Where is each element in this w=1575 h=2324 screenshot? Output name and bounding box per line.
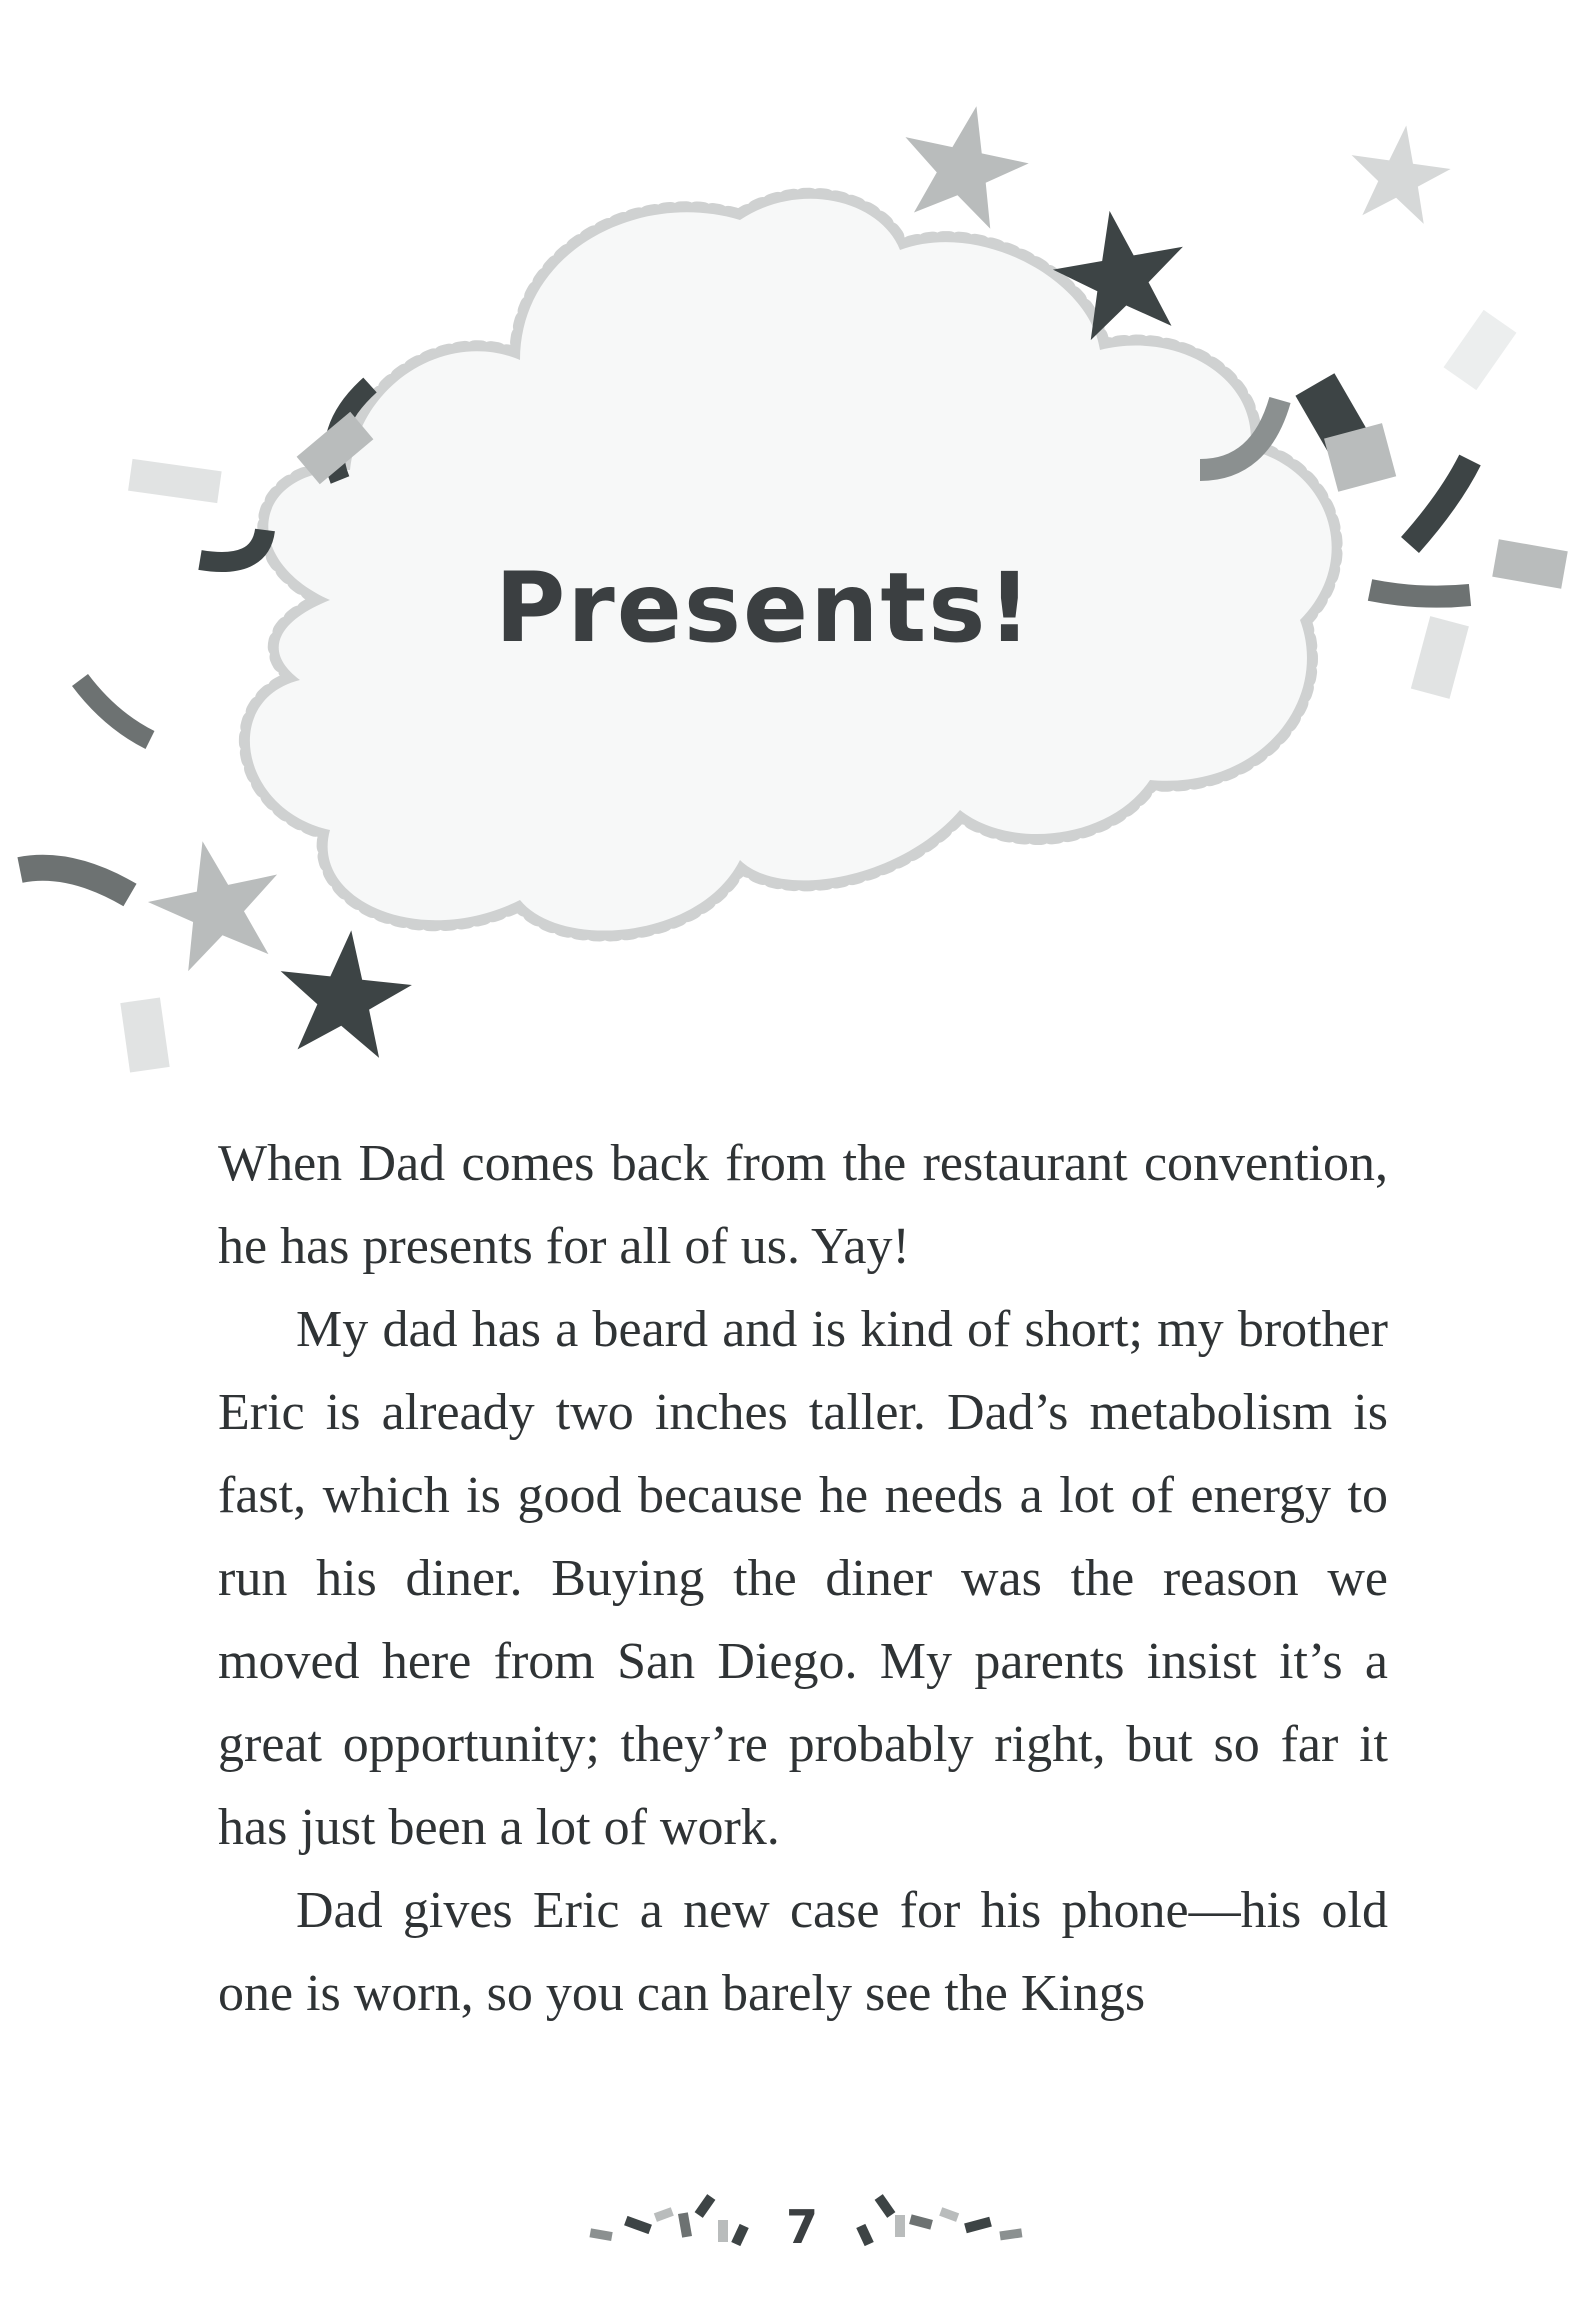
star-icon [1344, 118, 1456, 226]
paragraph: Dad gives Eric a new case for his phone—his old one is worn, so you can barely see the Kings [218, 1882, 1388, 2022]
page-number: 7 [785, 2200, 818, 2254]
star-icon [890, 93, 1038, 234]
confetti-icon [589, 2194, 748, 2246]
paragraph: My dad has a beard and is kind of short; my brother Eric is already two inches taller. Dad’s metabolism is fast, which is good because he needs a lot of energy to run his diner. Buying the diner was the reason we moved here from San Diego. My parents insist it’s a great opportunity; they’re probably right, but so far it has just been a lot of work. [218, 1301, 1388, 1856]
star-icon [273, 923, 417, 1060]
body-text [218, 1122, 1388, 2035]
paragraph: When Dad comes back from the restaurant convention, he has presents for all of us. Yay! [218, 1135, 1388, 1275]
chapter-title: Presents! [495, 552, 1034, 664]
star-icon [138, 828, 293, 977]
confetti-icon [856, 2194, 1022, 2246]
